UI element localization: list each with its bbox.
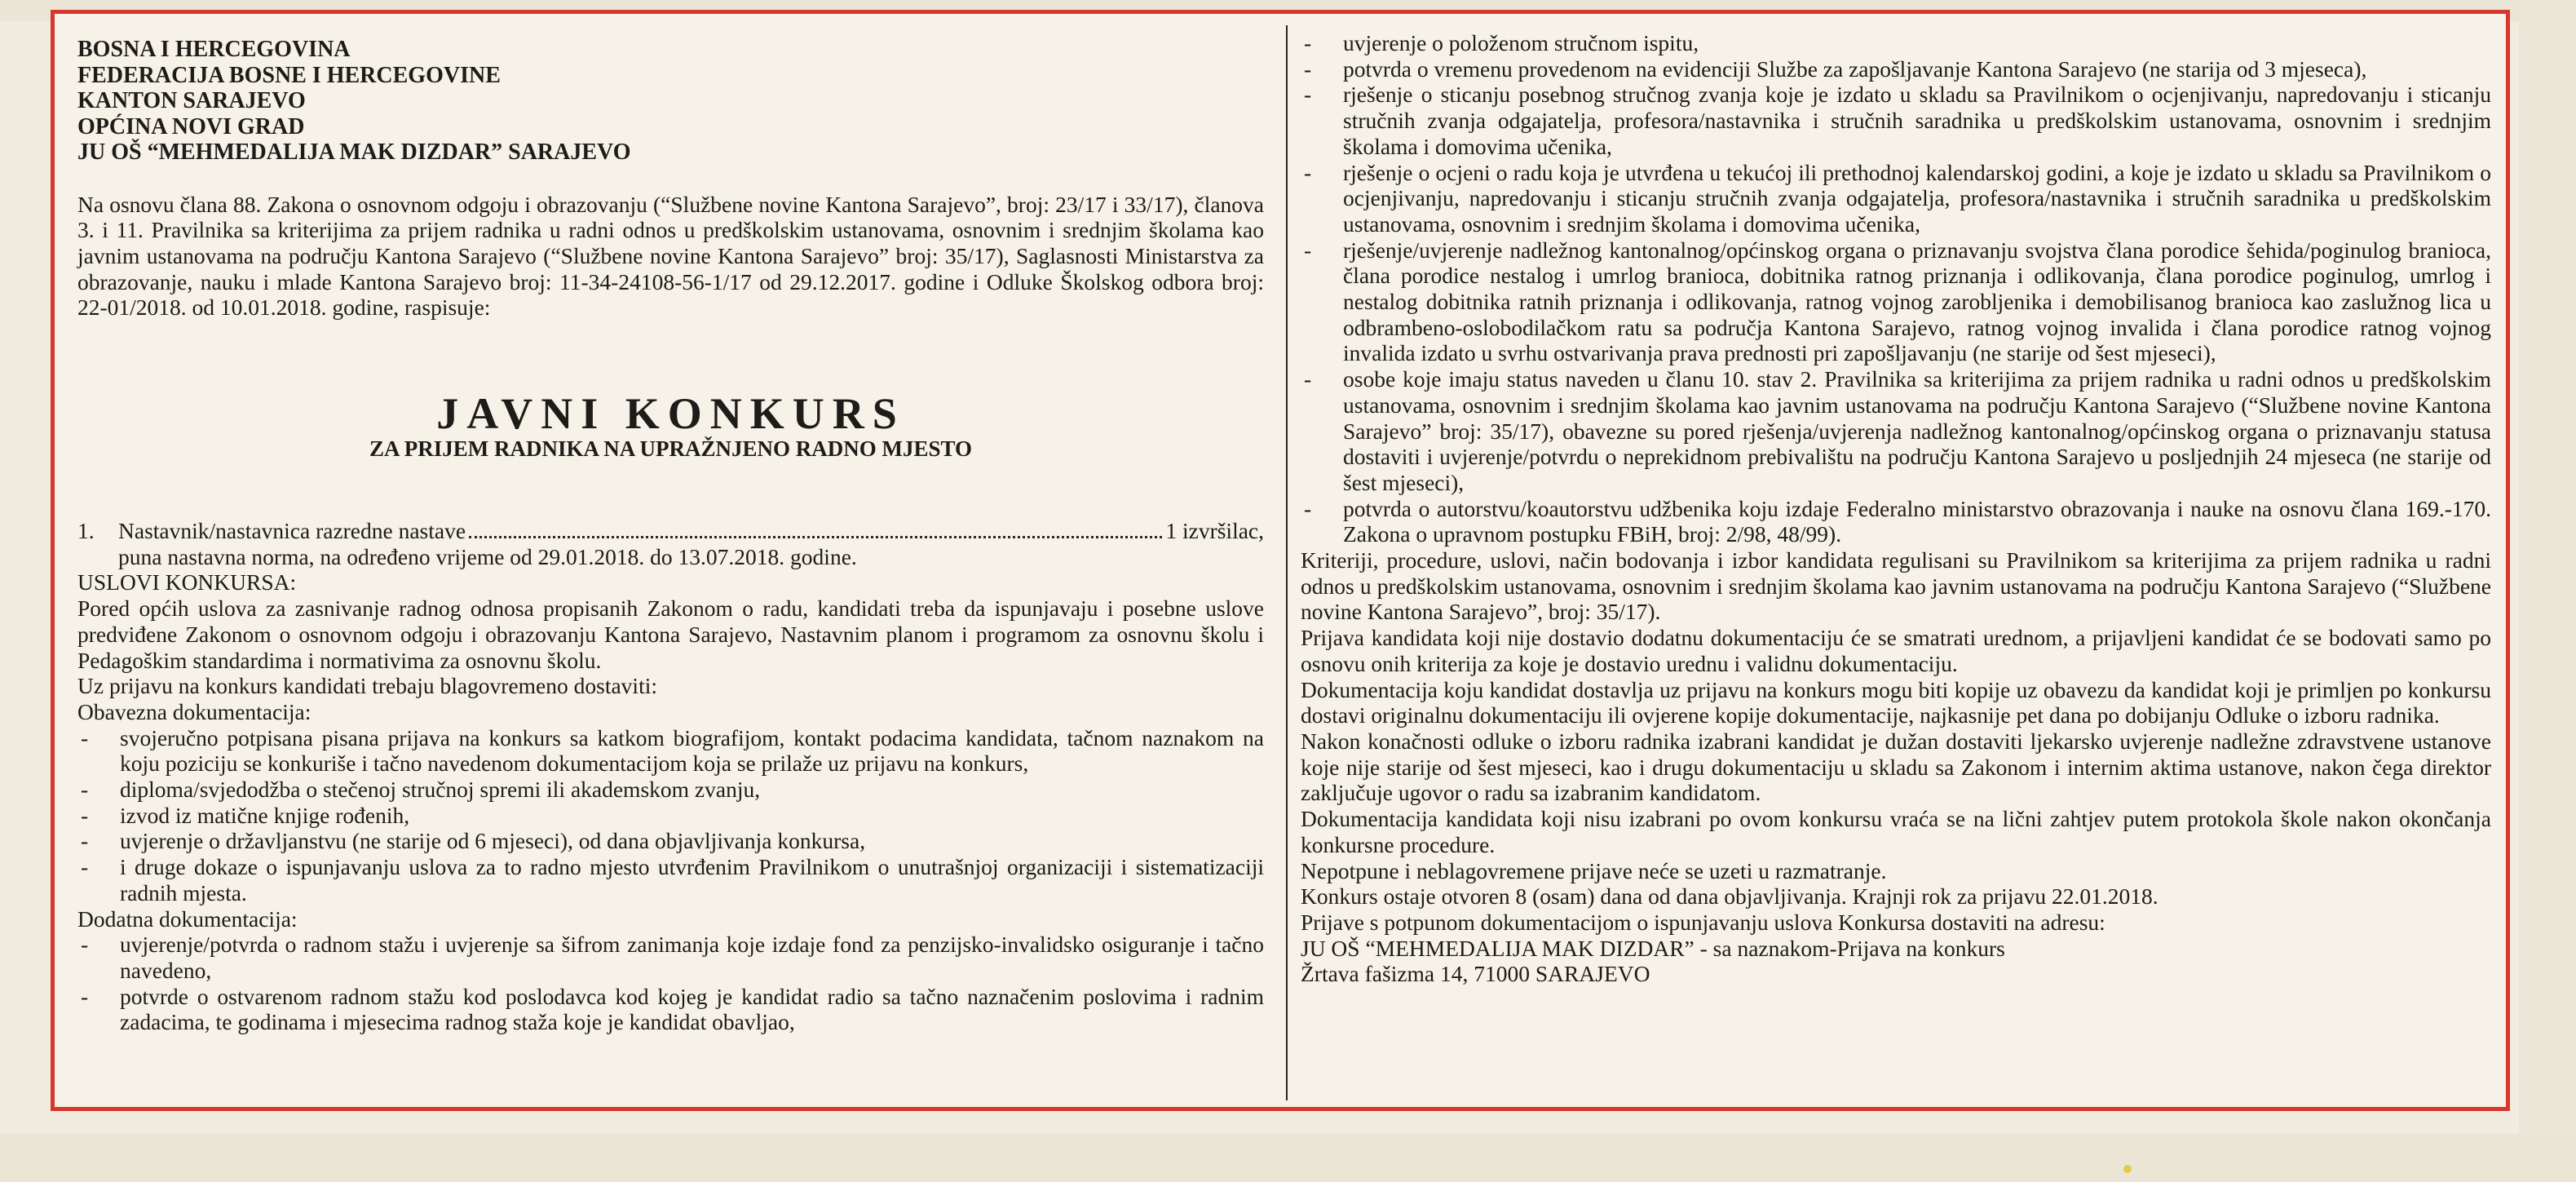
- header-line: JU OŠ “MEHMEDALIJA MAK DIZDAR” SARAJEVO: [77, 139, 631, 165]
- left-column: [77, 37, 1264, 1035]
- mandatory-heading: Obavezna dokumentacija:: [77, 698, 312, 724]
- header-line: BOSNA I HERCEGOVINA: [77, 37, 351, 62]
- issuer-header: [77, 37, 1264, 166]
- list-item: - uvjerenje o državljanstvu (ne starije od 6 mjeseci), od dana objavljivanja konkursa,: [77, 828, 1264, 854]
- position-count: 1 izvršilac,: [1165, 518, 1264, 544]
- address-note: - sa naznakom-Prijava na konkurs: [1694, 935, 2005, 961]
- page-edge-bottom: [0, 1133, 2576, 1182]
- paper-speck: [2123, 1165, 2132, 1173]
- header-line: OPĆINA NOVI GRAD: [77, 113, 305, 139]
- page-edge-right: [2519, 0, 2576, 1182]
- list-item: - rješenje o ocjeni o radu koja je utvrđena u tekućoj ili prethodnoj kalendarskoj godini, a koje je izdato u skladu sa Pravilnikom o ocjenjivanju, napredovanju i sticanju stručnih zvanja odgajatelja, profesora/nastavnika i stručnih saradnika u predškolskim ustanovama, osnovnim i srednjim školama i domovima učenika,: [1301, 160, 2491, 237]
- list-item: - rješenje/uvjerenje nadležnog kantonalnog/općinskog organa o priznavanju svojstva člana porodice šehida/poginulog branioca, člana porodice nestalog i umrlog branioca, dobitnika ratnog priznanja i odlikovanja, člana porodice poginulog, umrlog i nestalog dobitnika ratnih priznanja i odlikovanja, ratnog vojnog zarobljenika i demobilisanog branioca kao zaslužnog lica u odbrambeno-oslobodilačkom ratu sa područja Kantona Sarajevo, ratnog vojnog invalida i člana porodice ratnog vojnog invalida izdato u svrhu ostvarivanja prava prednosti pri zapošljavanju (ne starije od šest mjeseci),: [1301, 237, 2491, 367]
- position-line: [118, 518, 1264, 544]
- deadline-paragraph: Konkurs ostaje otvoren 8 (osam) dana od dana objavljivanja. Krajnji rok za prijavu 22.01.2018.: [1301, 883, 2158, 910]
- conditions-text: Pored općih uslova za zasnivanje radnog odnosa propisanih Zakonom o radu, kandidati treba da ispunjavaju i posebne uslove predviđene Zakonom o osnovnom odgoju i obrazovanju Kantona Sarajevo, Nastavnim planom i programom za osnovnu školu i Pedagoškim standardima i normativima za osnovnu školu.: [77, 595, 1264, 673]
- title-block: [77, 391, 1264, 461]
- position-number: 1.: [77, 518, 95, 544]
- position-name: Nastavnik/nastavnica razredne nastave: [118, 518, 466, 544]
- list-item: - svojeručno potpisana pisana prijava na konkurs sa katkom biografijom, kontakt podacima kandidata, tačnom naznakom na koju poziciju se konkuriše i tačno navedenom dokumentacijom koja se prilaže uz prijavu na konkurs,: [77, 725, 1264, 777]
- position-body: [118, 518, 1264, 569]
- address-line: [1301, 936, 2491, 962]
- incomplete-docs-paragraph: Prijava kandidata koji nije dostavio dodatnu dokumentaciju će se smatrati urednom, a prijavljeni kandidat će se bodovati samo po osnovu onih kriterija za koje je dostavio urednu i validnu dokumentaciju.: [1301, 625, 2491, 676]
- announcement-frame: [51, 10, 2510, 1111]
- list-item: - izvod iz matične knjige rođenih,: [77, 803, 1264, 829]
- mandatory-list: [77, 725, 1264, 906]
- position-entry: [77, 518, 1264, 569]
- header-line: FEDERACIJA BOSNE I HERCEGOVINE: [77, 62, 501, 88]
- list-item: - rješenje o sticanju posebnog stručnog zvanja koje je izdato u skladu sa Pravilnikom o ocjenjivanju, napredovanju i sticanju stručnih zvanja odgajatelja, profesora/nastavnika i stručnih saradnika u predškolskim ustanovama, osnovnim i srednjim školama i domovima učenika,: [1301, 82, 2491, 159]
- document-subtitle: ZA PRIJEM RADNIKA NA UPRAŽNJENO RADNO MJESTO: [369, 436, 973, 462]
- position-details: puna nastavna norma, na određeno vrijeme od 29.01.2018. do 13.07.2018. godine.: [118, 543, 857, 569]
- incomplete-applications-paragraph: Nepotpune i neblagovremene prijave neće se uzeti u razmatranje.: [1301, 857, 1887, 883]
- criteria-paragraph: Kriteriji, procedure, uslovi, način bodovanja i izbor kandidata regulisani su Pravilnikom sa kriterijima za prijem radnika u radni odnos u predškolskim ustanovama, osnovnim i srednjim školama kao javnim ustanovama na području Kantona Sarajevo (“Službene novine Kantona Sarajevo”, broj: 35/17).: [1301, 547, 2491, 625]
- header-line: KANTON SARAJEVO: [77, 88, 306, 113]
- return-docs-paragraph: Dokumentacija kandidata koji nisu izabrani po ovom konkursu vraća se na lični zahtjev putem protokola škole nakon okončanja konkursne procedure.: [1301, 806, 2491, 857]
- legal-basis-paragraph: Na osnovu člana 88. Zakona o osnovnom odgoju i obrazovanju (“Službene novine Kantona Sarajevo”, broj: 23/17 i 33/17), članova 3. i 11. Pravilnika sa kriterijima za prijem radnika u radni odnos u predškolskim ustanovama, osnovnim i srednjim školama kao javnim ustanovama na području Kantona Sarajevo (“Službene novine Kantona Sarajevo” broj: 35/17), Saglasnosti Ministarstva za obrazovanje, nauku i mlade Kantona Sarajevo broj: 11-34-24108-56-1/17 od 29.12.2017. godine i Odluke Školskog odbora broj: 22-01/2018. od 10.01.2018. godine, raspisuje:: [77, 191, 1264, 321]
- right-column: [1301, 30, 2491, 987]
- list-item: - potvrde o ostvarenom radnom stažu kod poslodavca kod kojeg je kandidat radio sa tačno naznačenim poslovima i radnim zadacima, te godinama i mjesecima radnog staža koje je kandidat obavljao,: [77, 984, 1264, 1035]
- dot-leader: [469, 536, 1162, 538]
- copies-paragraph: Dokumentacija koju kandidat dostavlja uz prijavu na konkurs mogu biti kopije uz obavezu da kandidat koji je primljen po konkursu dostavi originalnu dokumentaciju ili ovjerene kopije dokumentacije, najkasnije pet dana po dobijanju Odluke o izboru radnika.: [1301, 676, 2491, 728]
- additional-list-right: [1301, 30, 2491, 547]
- list-item: - uvjerenje o položenom stručnom ispitu,: [1301, 30, 2491, 56]
- submit-intro: Uz prijavu na konkurs kandidati trebaju blagovremeno dostaviti:: [77, 673, 657, 699]
- additional-heading: Dodatna dokumentacija:: [77, 905, 298, 932]
- address-street: Žrtava fašizma 14, 71000 SARAJEVO: [1301, 961, 1650, 987]
- additional-list-left: [77, 932, 1264, 1035]
- list-item: - diploma/svjedodžba o stečenoj stručnoj spremi ili akademskom zvanju,: [77, 777, 1264, 803]
- column-divider: [1286, 25, 1288, 1100]
- medical-certificate-paragraph: Nakon konačnosti odluke o izboru radnika izabrani kandidat je dužan dostaviti ljekarsko uvjerenje nadležne zdravstvene ustanove koje nije starije od šest mjeseci, kao i drugu dokumentaciju u skladu sa Zakonom i internim aktima ustanove, nakon čega direktor zaključuje ugovor o radu sa izabranim kandidatom.: [1301, 728, 2491, 806]
- list-item: - uvjerenje/potvrda o radnom stažu i uvjerenje sa šifrom zanimanja koje izdaje fond za penzijsko-invalidsko osiguranje i tačno navedeno,: [77, 932, 1264, 983]
- list-item: - osobe koje imaju status naveden u članu 10. stav 2. Pravilnika sa kriterijima za prijem radnika u radni odnos u predškolskim ustanovama, osnovnim i srednjim školama kao javnim ustanovama na području Kantona Sarajevo (“Službene novine Kantona Sarajevo” broj: 35/17), obavezne su pored rješenja/uvjerenja nadležnog kantonalnog/općinskog organa o priznavanju statusa dostaviti i uvjerenje/potvrdu o neprekidnom prebivalištu na području Kantona Sarajevo u posljednjih 24 mjeseca (ne starije od šest mjeseci),: [1301, 366, 2491, 496]
- conditions-heading: USLOVI KONKURSA:: [77, 569, 297, 595]
- address-name: JU OŠ “MEHMEDALIJA MAK DIZDAR”: [1301, 935, 1695, 961]
- list-item: - potvrda o autorstvu/koautorstvu udžbenika koju izdaje Federalno ministarstvo obrazovanja i nauke na osnovu člana 169.-170. Zakona o upravnom postupku FBiH, broj: 2/98, 48/99).: [1301, 496, 2491, 547]
- document-title: JAVNI KONKURS: [436, 389, 905, 439]
- address-intro: Prijave s potpunom dokumentacijom o ispunjavanju uslova Konkursa dostaviti na adresu:: [1301, 909, 2105, 935]
- list-item: - i druge dokaze o ispunjavanju uslova za to radno mjesto utvrđenim Pravilnikom o unutrašnjoj organizaciji i sistematizaciji radnih mjesta.: [77, 854, 1264, 905]
- list-item: - potvrda o vremenu provedenom na evidenciji Službe za zapošljavanje Kantona Sarajevo (ne starija od 3 mjeseca),: [1301, 56, 2491, 82]
